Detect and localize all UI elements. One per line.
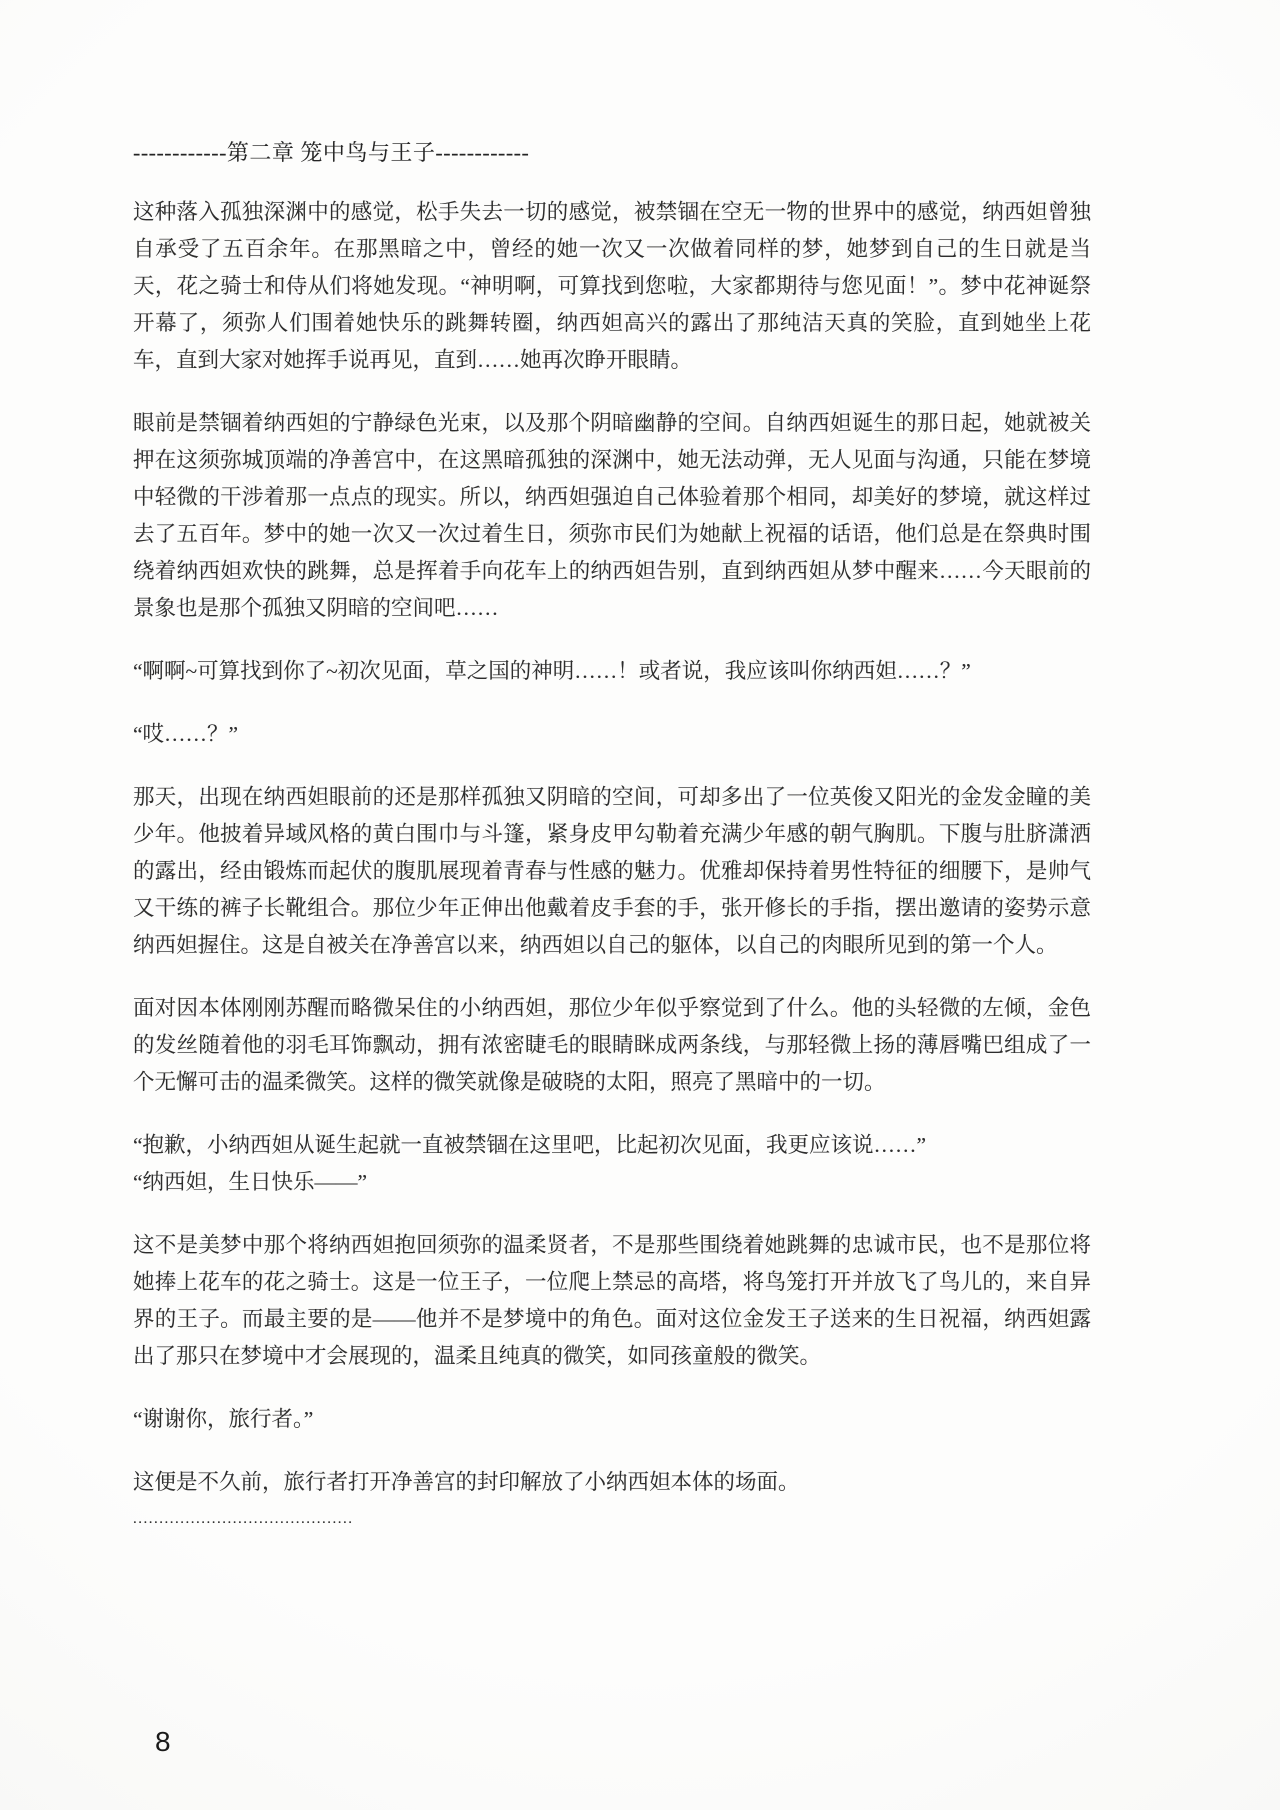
dialogue-line: “抱歉，小纳西妲从诞生起就一直被禁锢在这里吧，比起初次见面，我更应该说……”: [133, 1133, 927, 1157]
paragraph: 这便是不久前，旅行者打开净善宫的封印解放了小纳西妲本体的场面。: [133, 1470, 800, 1494]
page-number: 8: [155, 1726, 171, 1757]
chapter-heading: ------------第二章 笼中鸟与王子------------: [133, 140, 530, 165]
dialogue-line: “纳西妲，生日快乐——”: [133, 1170, 368, 1194]
paragraph: 眼前是禁锢着纳西妲的宁静绿色光束，以及那个阴暗幽静的空间。自纳西妲诞生的那日起，她就被关押在这须弥城顶端的净善宫中，在这黑暗孤独的深渊中，她无法动弹，无人见面与沟通，只能在梦境中轻微的干涉着那一点点的现实。所以，纳西妲强迫自己体验着那个相同，却美好的梦境，就这样过去了五百年。梦中的她一次又一次过着生日，须弥市民们为她献上祝福的话语，他们总是在祭典时围绕着纳西妲欢快的跳舞，总是挥着手向花车上的纳西妲告别，直到纳西妲从梦中醒来……今天眼前的景象也是那个孤独又阴暗的空间吧……: [133, 411, 1091, 620]
dialogue-line: “谢谢你，旅行者。”: [133, 1407, 314, 1431]
dialogue-line: “哎……？”: [133, 722, 239, 746]
paragraph: 这种落入孤独深渊中的感觉，松手失去一切的感觉，被禁锢在空无一物的世界中的感觉，纳西妲曾独自承受了五百余年。在那黑暗之中，曾经的她一次又一次做着同样的梦，她梦到自己的生日就是当天，花之骑士和侍从们将她发现。“神明啊，可算找到您啦，大家都期待与您见面！”。梦中花神诞祭开幕了，须弥人们围着她快乐的跳舞转圈，纳西妲高兴的露出了那纯洁天真的笑脸，直到她坐上花车，直到大家对她挥手说再见，直到……她再次睁开眼睛。: [133, 200, 1091, 372]
paragraph: 这不是美梦中那个将纳西妲抱回须弥的温柔贤者，不是那些围绕着她跳舞的忠诚市民，也不是那位将她捧上花车的花之骑士。这是一位王子，一位爬上禁忌的高塔，将鸟笼打开并放飞了鸟儿的，来自异界的王子。而最主要的是——他并不是梦境中的角色。面对这位金发王子送来的生日祝福，纳西妲露出了那只在梦境中才会展现的，温柔且纯真的微笑，如同孩童般的微笑。: [133, 1233, 1091, 1368]
paragraph: 面对因本体刚刚苏醒而略微呆住的小纳西妲，那位少年似乎察觉到了什么。他的头轻微的左倾，金色的发丝随着他的羽毛耳饰飘动，拥有浓密睫毛的眼睛眯成两条线，与那轻微上扬的薄唇嘴巴组成了一个无懈可击的温柔微笑。这样的微笑就像是破晓的太阳，照亮了黑暗中的一切。: [133, 996, 1091, 1094]
paragraph: 那天，出现在纳西妲眼前的还是那样孤独又阴暗的空间，可却多出了一位英俊又阳光的金发金瞳的美少年。他披着异域风格的黄白围巾与斗篷，紧身皮甲勾勒着充满少年感的朝气胸肌。下腹与肚脐潇洒的露出，经由锻炼而起伏的腹肌展现着青春与性感的魅力。优雅却保持着男性特征的细腰下，是帅气又干练的裤子长靴组合。那位少年正伸出他戴着皮手套的手，张开修长的手指，摆出邀请的姿势示意纳西妲握住。这是自被关在净善宫以来，纳西妲以自己的躯体，以自己的肉眼所见到的第一个人。: [133, 785, 1091, 957]
dialogue-line: “啊啊~可算找到你了~初次见面，草之国的神明……！或者说，我应该叫你纳西妲……？”: [133, 659, 971, 683]
page-content: [133, 138, 1091, 1538]
dots-separator: ..........................................: [133, 1511, 354, 1527]
